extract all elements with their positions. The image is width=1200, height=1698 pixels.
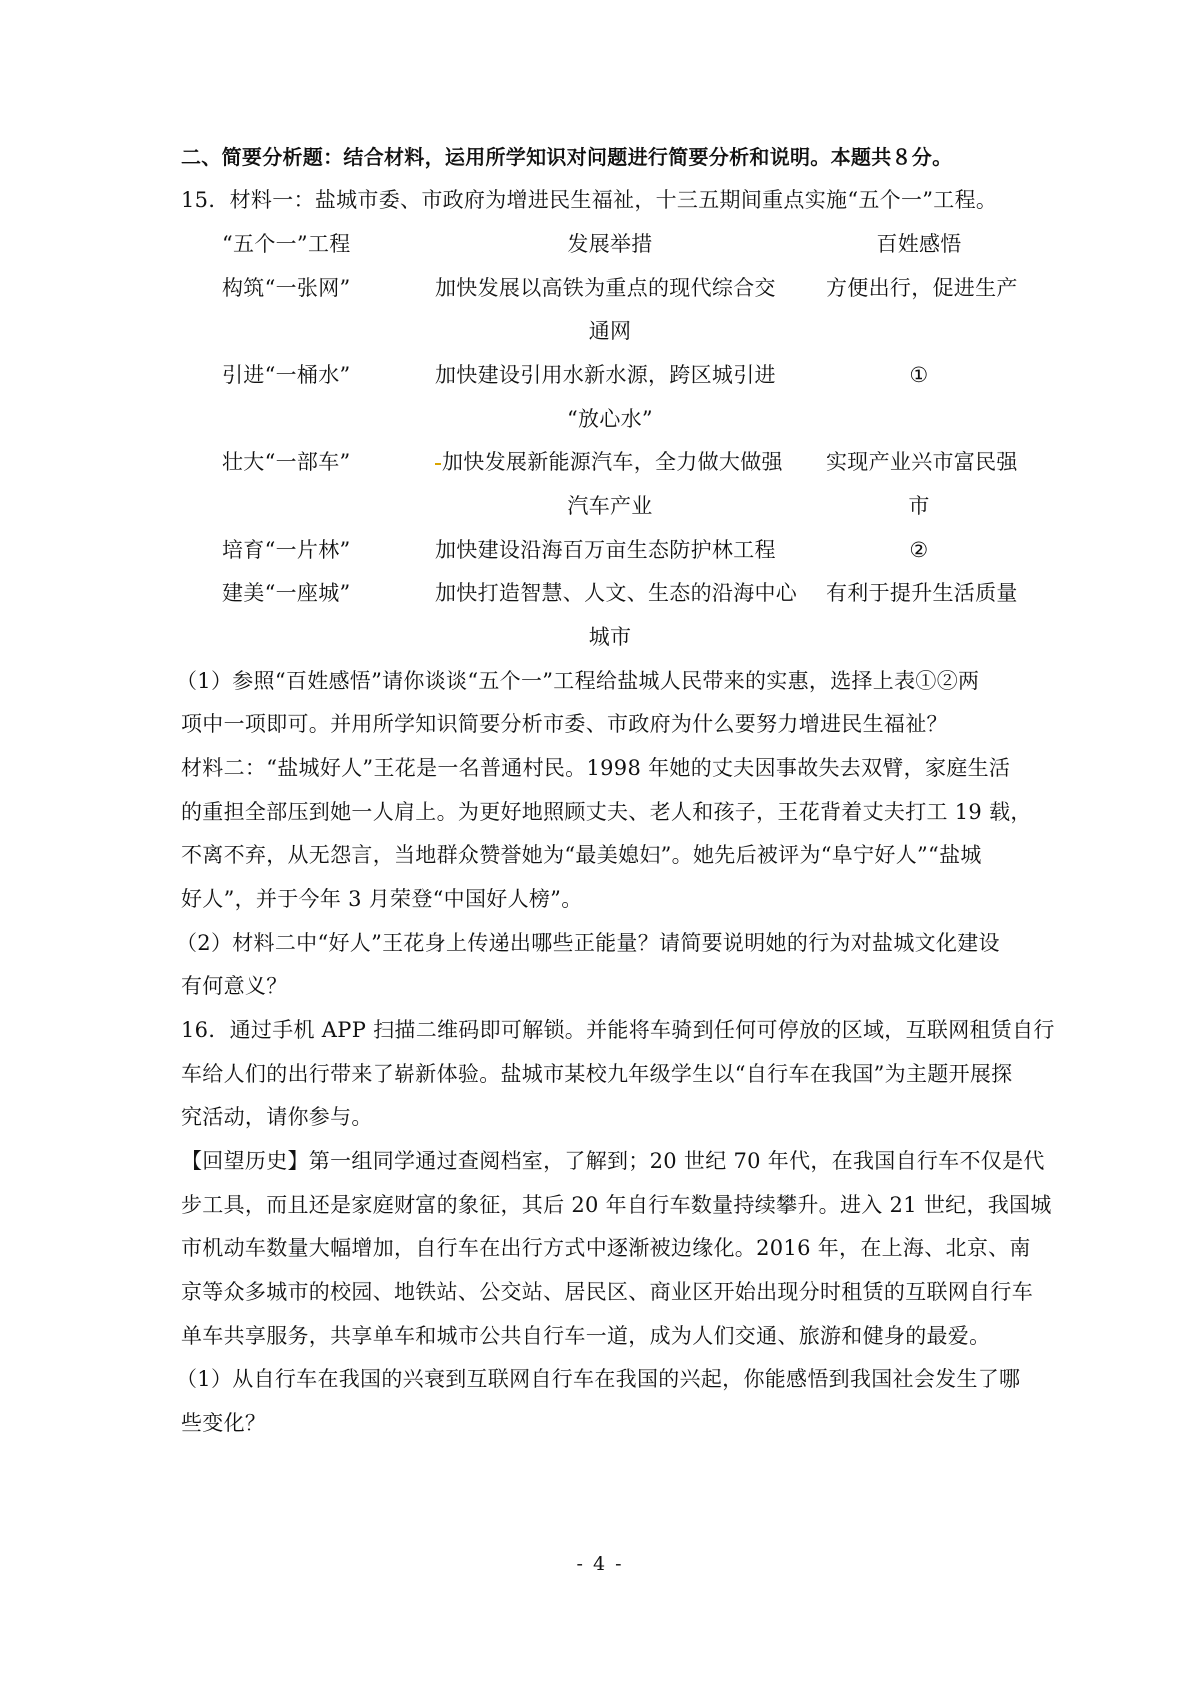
q15-sub1-line1: （1）参照“百姓感悟”请你谈谈“五个一”工程给盐城人民带来的实惠，选择上表①②两 (176, 669, 980, 693)
section-heading: 二、简要分析题：结合材料，运用所学知识对问题进行简要分析和说明。本题共８分。 (181, 145, 953, 169)
table-row-measure-wrap (435, 447, 795, 477)
q15-sub2-line2: 有何意义？ (181, 974, 288, 998)
q15-sub1-line2: 项中一项即可。并用所学知识简要分析市委、市政府为什么要努力增进民生福祉？ (181, 712, 948, 736)
q16-intro-line: 车给人们的出行带来了崭新体验。盐城市某校九年级学生以“自行车在我国”为主题开展探 (181, 1062, 1013, 1086)
material2-line: 材料二：“盐城好人”王花是一名普通村民。1998 年她的丈夫因事故失去双臂，家庭生活 (181, 756, 1011, 780)
table-row-measure: 加快打造智慧、人文、生态的沿海中心 (435, 581, 798, 605)
table-row-project: 培育“一片林” (222, 538, 351, 562)
table-row-measure-cont: “放心水” (567, 407, 653, 431)
table-row-measure: 加快建设引用水新水源，跨区城引进 (435, 363, 776, 387)
table-row-feeling-blank-1: ① (909, 363, 929, 387)
q16-intro-line: 16．通过手机 APP 扫描二维码即可解锁。并能将车骑到任何可停放的区域，互联网租赁自行 (181, 1018, 1055, 1042)
highlight-mark (435, 463, 441, 465)
table-row-feeling-blank-2: ② (909, 538, 929, 562)
q16-sub1-line2: 些变化？ (181, 1411, 267, 1435)
table-row-feeling: 方便出行，促进生产 (826, 276, 1018, 300)
q16-history-line: 【回望历史】第一组同学通过查阅档室，了解到；20 世纪 70 年代，在我国自行车不仅是代 (181, 1149, 1045, 1173)
table-row-measure-cont: 汽车产业 (567, 494, 653, 518)
table-row-project: 引进“一桶水” (222, 363, 351, 387)
table-row-measure-cont: 通网 (588, 319, 632, 343)
table-row-measure: 加快发展以高铁为重点的现代综合交 (435, 276, 776, 300)
table-header-project: “五个一”工程 (222, 232, 351, 256)
table-row-feeling: 实现产业兴市富民强 (826, 450, 1018, 474)
material2-line: 好人”，并于今年 3 月荣登“中国好人榜”。 (181, 887, 583, 911)
table-row-feeling: 有利于提升生活质量 (826, 581, 1018, 605)
q15-sub2-line1: （2）材料二中“好人”王花身上传递出哪些正能量？请简要说明她的行为对盐城文化建设 (176, 931, 1000, 955)
table-row-measure: 加快建设沿海百万亩生态防护林工程 (435, 538, 776, 562)
q16-sub1-line1: （1）从自行车在我国的兴衰到互联网自行车在我国的兴起，你能感悟到我国社会发生了哪 (176, 1367, 1021, 1391)
q16-history-line: 单车共享服务，共享单车和城市公共自行车一道，成为人们交通、旅游和健身的最爱。 (181, 1324, 991, 1348)
page-number: - 4 - (576, 1553, 624, 1575)
table-header-measure: 发展举措 (567, 232, 653, 256)
q16-intro-line: 究活动，请你参与。 (181, 1105, 373, 1129)
table-row-project: 建美“一座城” (222, 581, 351, 605)
table-row-measure-cont: 城市 (588, 625, 632, 649)
q16-history-line: 京等众多城市的校园、地铁站、公交站、居民区、商业区开始出现分时租赁的互联网自行车 (181, 1280, 1033, 1304)
table-header-feeling: 百姓感悟 (876, 232, 962, 256)
table-row-project: 构筑“一张网” (222, 276, 351, 300)
q16-history-line: 步工具，而且还是家庭财富的象征，其后 20 年自行车数量持续攀升。进入 21 世纪，我国城 (181, 1193, 1052, 1217)
q16-history-line: 市机动车数量大幅增加，自行车在出行方式中逐渐被边缘化。2016 年，在上海、北京、南 (181, 1236, 1031, 1260)
table-row-measure: 加快发展新能源汽车，全力做大做强 (442, 450, 783, 474)
material2-line: 不离不弃，从无怨言，当地群众赞誉她为“最美媳妇”。她先后被评为“阜宁好人”“盐城 (181, 843, 982, 867)
table-row-feeling-cont: 市 (908, 494, 930, 518)
table-row-project: 壮大“一部车” (222, 450, 351, 474)
material2-line: 的重担全部压到她一人肩上。为更好地照顾丈夫、老人和孩子，王花背着丈夫打工 19 载， (181, 800, 1032, 824)
q15-intro: 15．材料一：盐城市委、市政府为增进民生福祉，十三五期间重点实施“五个一”工程。 (181, 188, 998, 212)
